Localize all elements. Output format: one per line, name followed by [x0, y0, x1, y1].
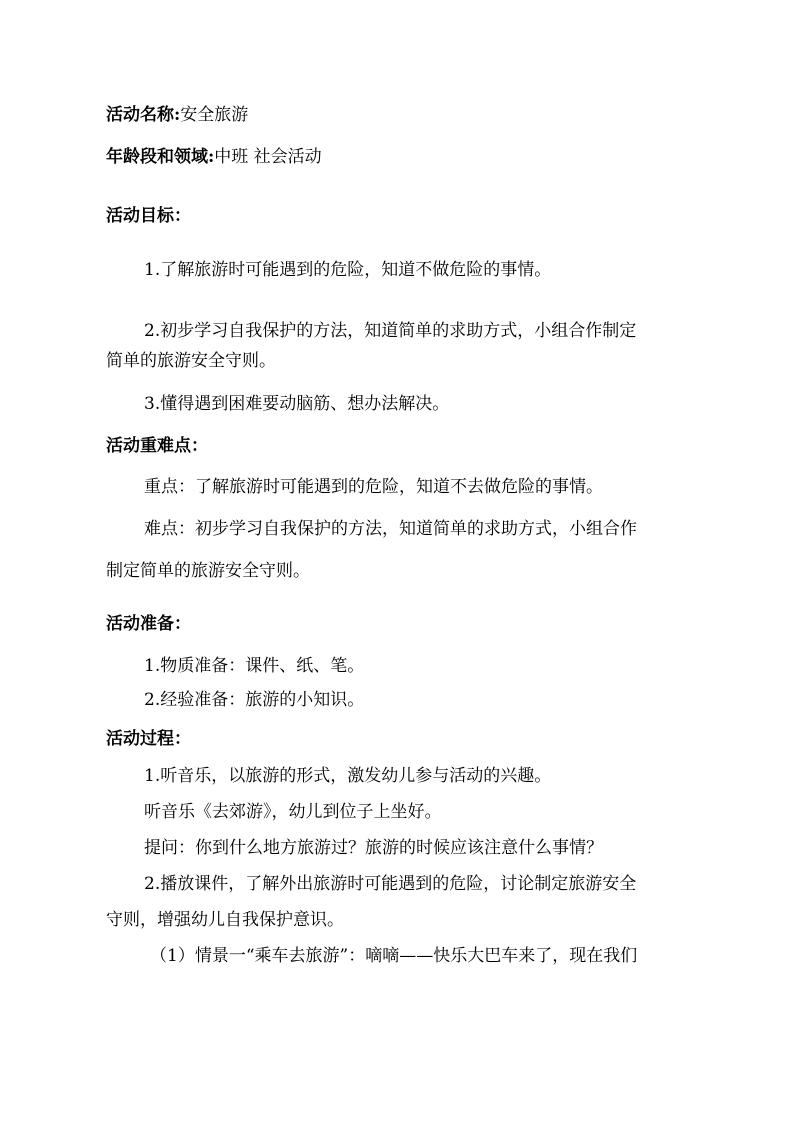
goals-heading: 活动目标：: [106, 206, 191, 226]
process-line-3: 提问：你到什么地方旅游过？旅游的时候应该注意什么事情？: [144, 838, 603, 858]
activity-name-value: 安全旅游: [180, 105, 249, 125]
goal-item-2-cont: 简单的旅游安全守则。: [106, 351, 276, 371]
goal-item-3: 3.懂得遇到困难要动脑筋、想办法解决。: [144, 394, 450, 414]
process-line-4: 2.播放课件，了解外出旅游时可能遇到的危险，讨论制定旅游安全: [144, 874, 637, 894]
preparation-item-2: 2.经验准备：旅游的小知识。: [144, 690, 365, 710]
goal-item-2: 2.初步学习自我保护的方法，知道简单的求助方式，小组合作制定: [144, 321, 637, 341]
process-line-5: 守则，增强幼儿自我保护意识。: [106, 910, 344, 930]
age-domain-label: 年龄段和领域:: [106, 147, 215, 167]
activity-name-label: 活动名称:: [106, 105, 181, 125]
keypoints-heading: 活动重难点：: [106, 436, 208, 456]
process-line-6: （1）情景一“乘车去旅游”：嘀嘀——快乐大巴车来了，现在我们: [150, 946, 638, 966]
age-domain-line: [106, 146, 322, 168]
goal-item-1: 1.了解旅游时可能遇到的危险，知道不做危险的事情。: [144, 260, 552, 280]
preparation-heading: 活动准备：: [106, 614, 191, 634]
activity-name-line: [106, 104, 248, 126]
process-heading: 活动过程：: [106, 729, 191, 749]
process-line-2: 听音乐《去郊游》，幼儿到位子上坐好。: [144, 802, 442, 822]
difficulty-point-cont: 制定简单的旅游安全守则。: [106, 561, 310, 581]
age-domain-value: 中班 社会活动: [214, 147, 322, 167]
preparation-item-1: 1.物质准备：课件、纸、笔。: [144, 656, 365, 676]
process-line-1: 1.听音乐，以旅游的形式，激发幼儿参与活动的兴趣。: [144, 766, 552, 786]
difficulty-point: 难点：初步学习自我保护的方法，知道简单的求助方式，小组合作: [144, 519, 637, 539]
focus-point: 重点：了解旅游时可能遇到的危险，知道不去做危险的事情。: [144, 477, 603, 497]
